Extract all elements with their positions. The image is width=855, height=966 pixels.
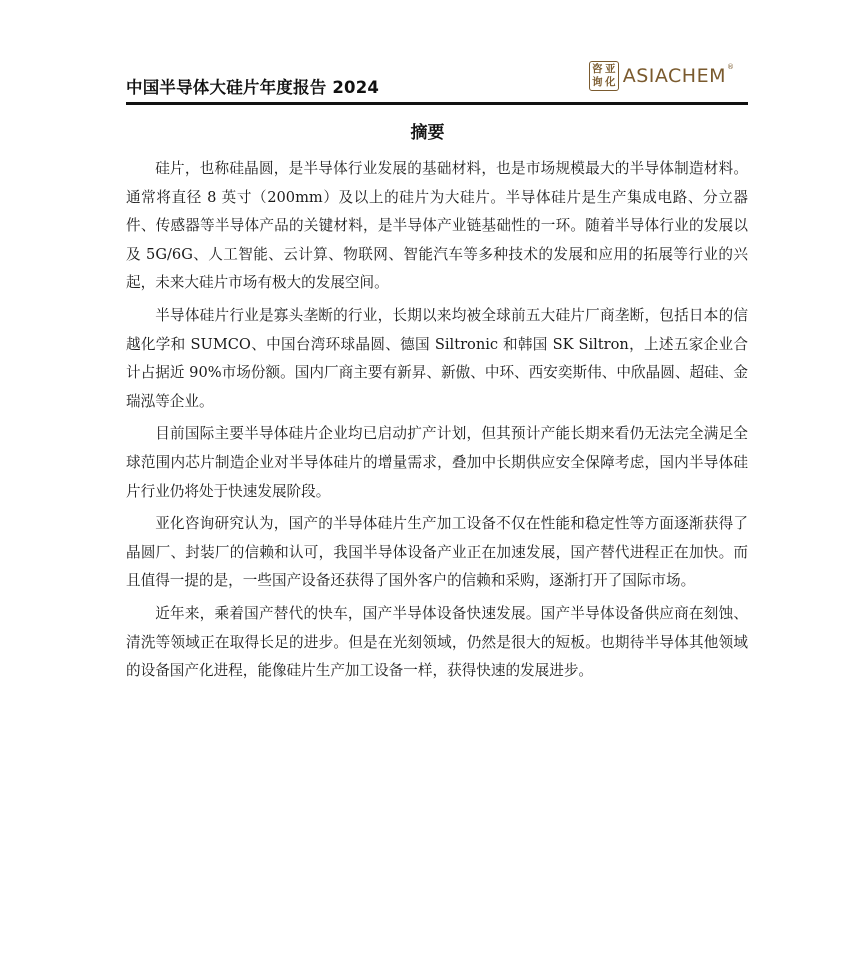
logo-mark-char: 亚 — [604, 63, 616, 75]
page-header — [126, 58, 748, 102]
registered-mark-icon: ® — [727, 63, 734, 71]
report-title: 中国半导体大硅片年度报告 2024 — [126, 78, 380, 97]
logo-mark-icon — [589, 61, 619, 91]
paragraph: 亚化咨询研究认为，国产的半导体硅片生产加工设备不仅在性能和稳定性等方面逐渐获得了晶圆厂、封装厂的信赖和认可，我国半导体设备产业正在加速发展，国产替代进程正在加快。而且值得一提的是，一些国产设备还获得了国外客户的信赖和采购，逐渐打开了国际市场。 — [126, 515, 748, 590]
section-title: 摘要 — [410, 123, 445, 143]
abstract-body — [126, 155, 748, 690]
paragraph: 目前国际主要半导体硅片企业均已启动扩产计划，但其预计产能长期来看仍无法完全满足全球范围内芯片制造企业对半导体硅片的增量需求，叠加中长期供应安全保障考虑，国内半导体硅片行业仍将处于快速发展阶段。 — [126, 425, 748, 500]
logo-mark-char: 化 — [604, 76, 616, 88]
paragraph: 硅片，也称硅晶圆，是半导体行业发展的基础材料，也是市场规模最大的半导体制造材料。通常将直径 8 英寸（200mm）及以上的硅片为大硅片。半导体硅片是生产集成电路、分立器件、传感器等半导体产品的关键材料，是半导体产业链基础性的一环。随着半导体行业的发展以及 5G/6G、人工智能、云计算、物联网、智能汽车等多种技术的发展和应用的拓展等行业的兴起，未来大硅片市场有极大的发展空间。 — [126, 160, 748, 292]
logo-mark-char: 询 — [591, 76, 603, 88]
paragraph: 近年来，乘着国产替代的快车，国产半导体设备快速发展。国产半导体设备供应商在刻蚀、清洗等领域正在取得长足的进步。但是在光刻领域，仍然是很大的短板。也期待半导体其他领域的设备国产化进程，能像硅片生产加工设备一样，获得快速的发展进步。 — [126, 604, 748, 680]
logo-brand-text: ASIACHEM — [622, 64, 726, 87]
logo-mark-char: 咨 — [591, 63, 603, 75]
paragraph: 半导体硅片行业是寡头垄断的行业，长期以来均被全球前五大硅片厂商垄断，包括日本的信越化学和 SUMCO、中国台湾环球晶圆、德国 Siltronic 和韩国 SK Siltron，上述五家企业合计占据近 90%市场份额。国内厂商主要有新昇、新傲、中环、西安奕斯伟、中欣晶圆、超硅、金瑞泓等企业。 — [126, 306, 748, 410]
asiachem-logo — [589, 60, 734, 92]
header-divider — [126, 102, 748, 105]
